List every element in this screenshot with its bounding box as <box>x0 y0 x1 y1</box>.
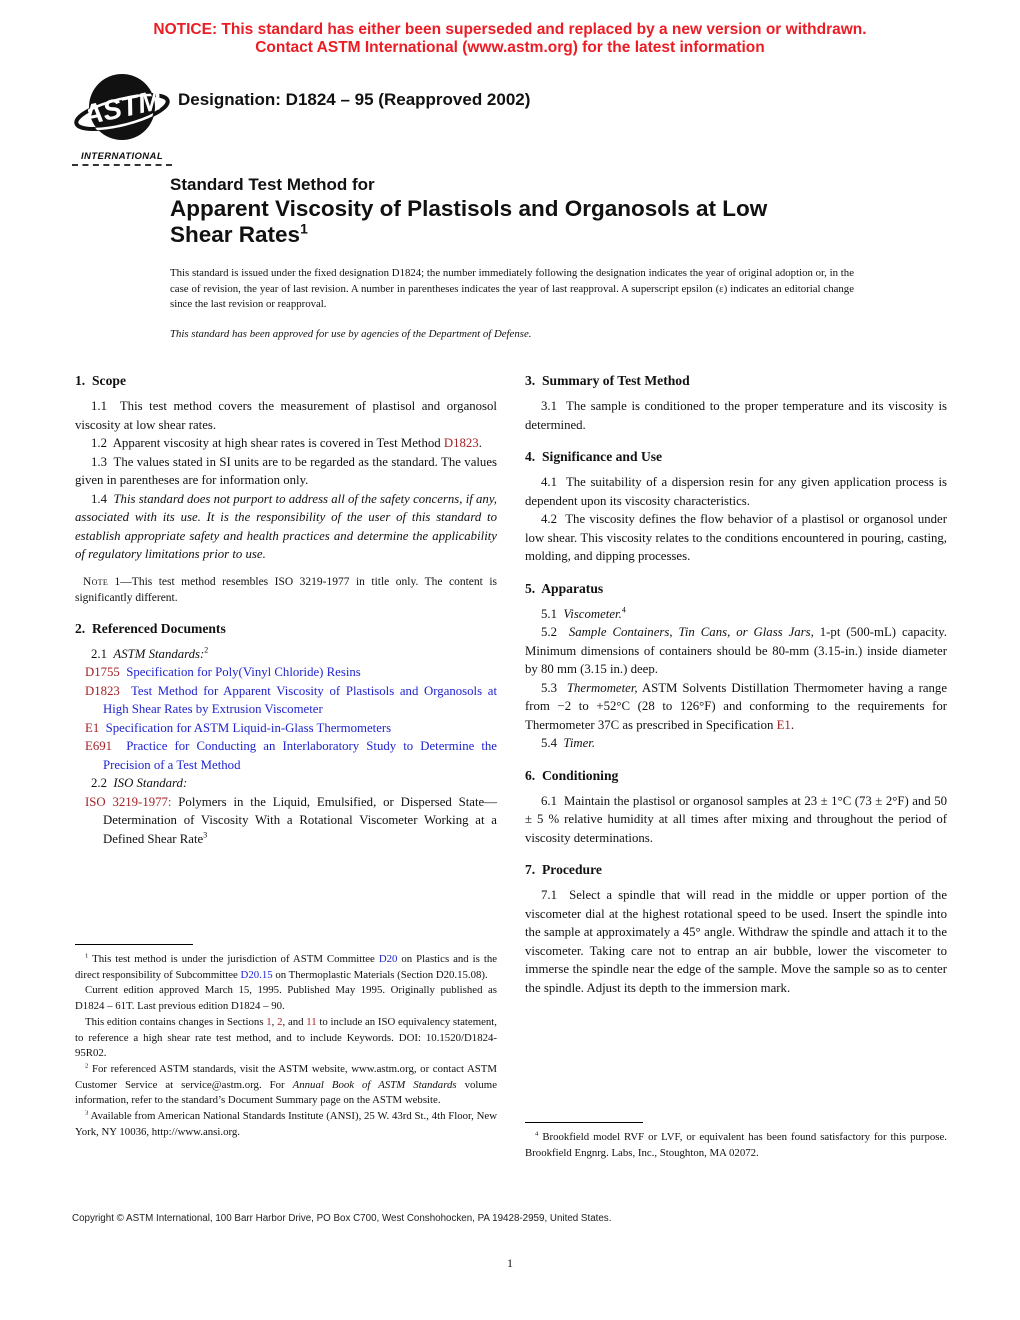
title-kicker: Standard Test Method for <box>170 175 375 194</box>
footnote-rule <box>75 944 193 945</box>
paragraph-7-1: 7.1 Select a spindle that will read in the middle or upper portion of the viscometer dial at the highest rotational speed to be used. Insert the spindle into the sample at approximately a 45° angle. Withdraw the spindle and attach it to the viscometer. Taking care not to entrap an air bubble, lower the viscometer to immerse the spindle near the edge of the sample. Move the sample so as to center the spindle. Adjust its depth to the immersion mark. <box>525 888 947 995</box>
reference-item <box>75 682 497 719</box>
reference-item-iso: ISO 3219-1977: Polymers in the Liquid, Emulsified, or Dispersed State—Determination of Viscosity With a Rotational Viscometer Working at a Defined Shear Rate$^3$ <box>85 794 498 846</box>
section-heading-conditioning: 6. Conditioning <box>525 767 619 783</box>
paragraph-2-1: 2.1 ASTM Standards:$^2$ <box>91 645 209 661</box>
reference-link[interactable]: D1823 <box>85 683 120 698</box>
reference-link[interactable]: E691 <box>85 739 113 754</box>
paragraph-1-1: 1.1 This test method covers the measurement of plastisol and organosol viscosity at low shear rates. <box>75 399 497 432</box>
section-heading-procedure: 7. Procedure <box>525 862 602 877</box>
designation: Designation: D1824 – 95 (Reapproved 2002) <box>178 90 531 109</box>
logo-international-label: INTERNATIONAL <box>72 151 172 166</box>
paragraph-2-2: 2.2 ISO Standard: <box>91 776 188 791</box>
section-heading-significance: 4. Significance and Use <box>525 449 663 464</box>
reference-link[interactable]: E1 <box>85 720 100 735</box>
footnote-4: $^4$ Brookfield model RVF or LVF, or equivalent has been found satisfactory for this purpose. Brookfield Engnrg. Labs, Inc., Stoughton, MA 02072. <box>525 1130 947 1159</box>
page-number: 1 <box>507 1256 513 1270</box>
note-1: Note 1—This test method resembles ISO 3219-1977 in title only. The content is significantly different. <box>75 575 497 604</box>
footnote-2: $^2$ For referenced ASTM standards, visit the ASTM website, www.astm.org, or contact ASTM Customer Service at service@astm.org. For Annual Book of ASTM Standards volume information, refer to the standard’s Document Summary page on the ASTM website. <box>75 1062 497 1107</box>
reference-link[interactable]: E1 <box>776 717 791 732</box>
dod-approval-note: This standard has been approved for use by agencies of the Department of Defense. <box>170 328 532 340</box>
reference-link[interactable]: 2 <box>277 1015 283 1028</box>
paragraph-4-1: 4.1 The suitability of a dispersion resin for any given application process is dependent upon its viscosity characteristics. <box>525 475 947 508</box>
reference-link[interactable]: D20.15 <box>240 968 273 981</box>
supersession-notice <box>0 21 1020 57</box>
astm-logo <box>72 72 172 166</box>
paragraph-3-1: 3.1 The sample is conditioned to the proper temperature and its viscosity is determined. <box>525 399 947 432</box>
footnote-1-continued: This edition contains changes in Sections 1, 2, and 11 to include an ISO equivalency statement, to reference a high shear rate test method, and to include Keywords. DOI: 10.1520/D1824-95R02. <box>75 1015 498 1060</box>
section-heading-scope: 1. Scope <box>75 373 126 388</box>
reference-link[interactable]: Specification for Poly(Vinyl Chloride) Resins <box>126 665 361 680</box>
document-title <box>170 174 767 248</box>
reference-link[interactable]: Specification for ASTM Liquid-in-Glass Thermometers <box>105 720 392 735</box>
reference-link[interactable]: D1755 <box>85 665 120 680</box>
footnotes-right <box>525 1122 947 1161</box>
reference-link[interactable]: D20 <box>378 953 398 965</box>
issued-statement: This standard is issued under the fixed designation D1824; the number immediately following the designation indicates the year of original adoption or, in the case of revision, the year of last revision. A number in parentheses indicates the year of last reapproval. A superscript epsilon (ε) indicates an editorial change since the last revision or reapproval. <box>170 267 854 310</box>
title-line: Apparent Viscosity of Plastisols and Organosols at Low <box>170 196 768 221</box>
reference-item <box>75 737 497 774</box>
paragraph-6-1: 6.1 Maintain the plastisol or organosol samples at 23 ± 1°C (73 ± 2°F) and 50 ± 5 % relative humidity at all times after mixing and throughout the period of viscosity determinations. <box>525 793 947 845</box>
svg-text:ASTM: ASTM <box>80 84 165 131</box>
column-left <box>75 372 498 1138</box>
section-heading-apparatus: 5. Apparatus <box>525 580 604 596</box>
paragraph-1-2: 1.2 Apparent viscosity at high shear rates is covered in Test Method D1823. <box>91 436 482 450</box>
title-line: Shear Rates$^1$ <box>170 220 308 247</box>
footnote-rule <box>525 1122 643 1123</box>
column-right <box>525 372 947 1159</box>
reference-link[interactable]: 1 <box>266 1015 272 1028</box>
reference-link[interactable]: ISO 3219-1977: <box>85 794 172 809</box>
footnote-1: $^1$ This test method is under the jurisdiction of ASTM Committee D20 on Plastics and is the direct responsibility of Subcommittee D20.15 on Thermoplastic Materials (Section D20.15.08). <box>75 952 498 981</box>
section-heading-referenced-documents: 2. Referenced Documents <box>75 620 226 636</box>
notice-line-2: Contact ASTM International (www.astm.org) for the latest information <box>255 39 765 56</box>
paragraph-1-4: 1.4 This standard does not purport to address all of the safety concerns, if any, associated with its use. It is the responsibility of the user of this standard to establish appropriate safety and health practices and determine the applicability of regulatory limitations prior to use. <box>75 491 497 561</box>
two-column-body <box>75 372 947 1192</box>
paragraph-4-2: 4.2 The viscosity defines the flow behavior of a plastisol or organosol under low shear. This viscosity relates to the conditions encountered in pouring, casting, molding, and dipping processes. <box>525 512 947 563</box>
section-heading-summary: 3. Summary of Test Method <box>525 373 690 388</box>
paragraph-5-4: 5.4 Timer. <box>541 736 596 750</box>
globe-icon <box>72 72 172 148</box>
paragraph-5-2: 5.2 Sample Containers, Tin Cans, or Glass Jars, 1-pt (500-mL) capacity. Minimum dimensions of containers should be 80-mm (3.15-in.) inside diameter by 80 mm (3.15 in.) deep. <box>525 625 947 676</box>
footnotes-left <box>75 944 497 1140</box>
footnote-1-continued: Current edition approved March 15, 1995. Published May 1995. Originally published as D1824 – 61T. Last previous edition D1824 – 90. <box>75 984 497 1013</box>
reference-link[interactable]: 11 <box>306 1015 317 1028</box>
reference-item <box>75 719 497 738</box>
paragraph-5-3: 5.3 Thermometer, ASTM Solvents Distillation Thermometer having a range from −2 to +52°C (28 to 126°F) and conforming to the requirements for Thermometer 37C as prescribed in Specification E1. <box>525 680 947 732</box>
reference-link[interactable]: Practice for Conducting an Interlaboratory Study to Determine the Precision of a Test Method <box>103 739 497 772</box>
reference-link[interactable]: Test Method for Apparent Viscosity of Plastisols and Organosols at High Shear Rates by Extrusion Viscometer <box>103 683 498 717</box>
footnote-3: $^3$ Available from American National Standards Institute (ANSI), 25 W. 43rd St., 4th Floor, New York, NY 10036, http://www.ansi.org. <box>75 1109 497 1138</box>
reference-link[interactable]: D1823 <box>443 436 479 450</box>
paragraph-1-3: 1.3 The values stated in SI units are to be regarded as the standard. The values given in parentheses are for information only. <box>75 454 497 487</box>
reference-item <box>75 663 497 682</box>
copyright-line: Copyright © ASTM International, 100 Barr Harbor Drive, PO Box C700, West Conshohocken, PA 19428-2959, United States. <box>72 1213 612 1224</box>
notice-line-1: NOTICE: This standard has either been superseded and replaced by a new version or withdrawn. <box>153 21 867 38</box>
paragraph-5-1: 5.1 Viscometer.$^4$ <box>541 605 626 621</box>
